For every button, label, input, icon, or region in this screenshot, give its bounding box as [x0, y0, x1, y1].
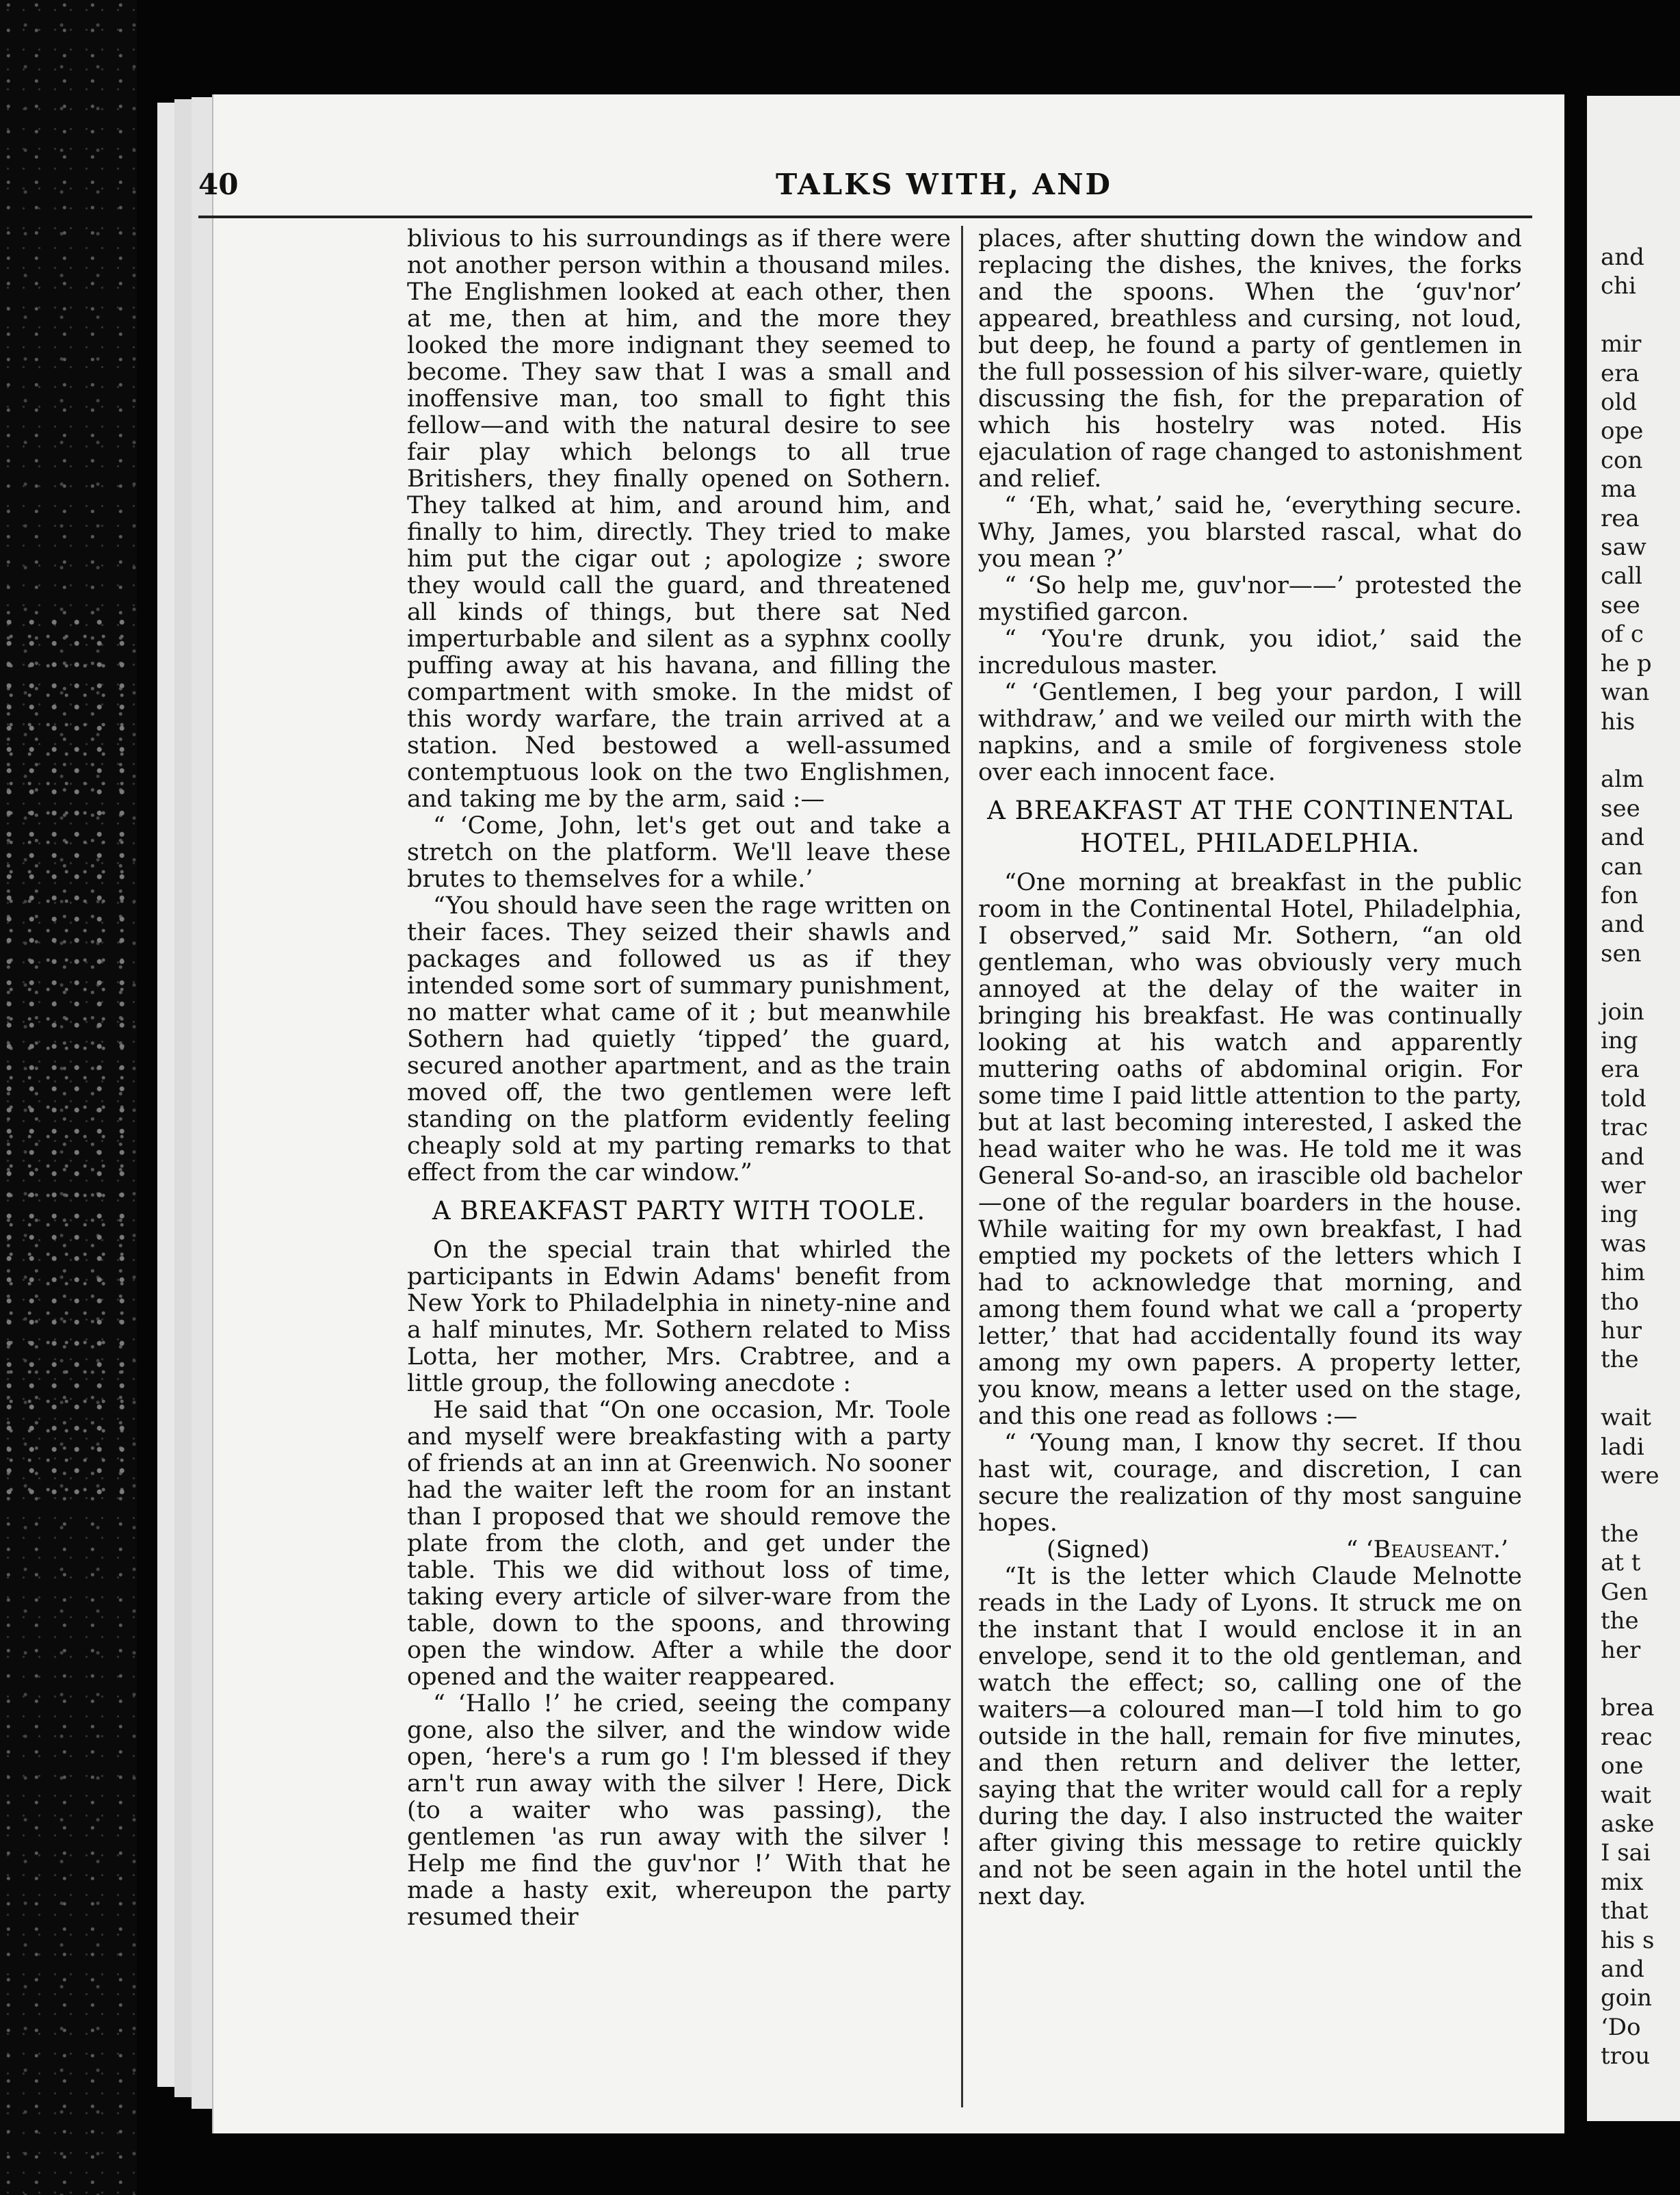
paragraph: places, after shutting down the window and replacing the dishes, the knives, the forks and the spoons. When the ‘guv'nor’ appeared, breathless and cursing, not loud, but deep, he found a party of gentlemen in the full possession of his silver-ware, quietly discussing the fish, for the preparation of which his hostelry was noted. His ejaculation of rage changed to astonishment and relief.	[978, 225, 1522, 493]
paragraph: “ ‘You're drunk, you idiot,’ said the incredulous master.	[978, 625, 1522, 679]
facing-page-text: and chi mir era old ope con ma rea saw call see of c he p wan his alm see and can fon and sen join ing era told trac and wer ing was him tho hur the wait ladi were the at t Gen the her brea reac one wait aske I sai mix that his s and goin ‘Do trou	[1601, 244, 1659, 2070]
paragraph: “ ‘So help me, guv'nor——’ protested the mystified garcon.	[978, 572, 1522, 626]
paragraph: “ ‘Hallo !’ he cried, seeing the company gone, also the silver, and the window wide open, ‘here's a rum go ! I'm blessed if they arn't run away with the silver ! Here, Dick (to a waiter who was passing), the gentlemen 'as run away with the silver ! Help me find the guv'nor !’ With that he made a hasty exit, whereupon the party resumed their	[407, 1690, 951, 1931]
signed-name: “ ‘Beauseant.’	[1346, 1536, 1508, 1563]
paragraph: “One morning at breakfast in the public room in the Continental Hotel, Philadelphia, I observed,” said Mr. Sothern, “an old gentleman, who was obviously very much annoyed at the delay of the waiter in bringing his breakfast. He was continually looking at his watch and apparently muttering oaths of abdominal origin. For some time I paid little attention to the party, but at last becoming interested, I asked the head waiter who he was. He told me it was General So-and-so, an irascible old bachelor—one of the regular boarders in the house. While waiting for my own breakfast, I had emptied my pockets of the letters which I had to acknowledge that morning, and among them found what we call a ‘property letter,’ that had accidentally found its way among my own papers. A property letter, you know, means a letter used on the stage, and this one read as follows :—	[978, 869, 1522, 1430]
paragraph: “ ‘Young man, I know thy secret. If thou hast wit, courage, and discretion, I can secure the realization of thy most sanguine hopes.	[978, 1429, 1522, 1537]
paragraph: “ ‘Gentlemen, I beg your pardon, I will withdraw,’ and we veiled our mirth with the napkins, and a smile of forgiveness stole over each innocent face.	[978, 679, 1522, 786]
scan-background-noise	[0, 616, 130, 1505]
running-title: TALKS WITH, AND	[776, 168, 1112, 201]
paragraph: “You should have seen the rage written on their faces. They seized their shawls and packages and followed us as if they intended some sort of summary punishment, no matter what came of it ; but meanwhile Sothern had quietly ‘tipped’ the guard, secured another apartment, and as the train moved off, the two gentlemen were left standing on the platform evidently feeling cheaply sold at my parting remarks to that effect from the car window.”	[407, 892, 951, 1186]
signature-line	[978, 1537, 1522, 1563]
column-divider	[961, 226, 963, 2107]
section-heading: A BREAKFAST AT THE CONTINENTAL HOTEL, PHILADELPHIA.	[987, 796, 1513, 858]
left-column	[407, 226, 951, 1931]
signed-label: (Signed)	[1047, 1536, 1150, 1563]
paragraph: blivious to his surroundings as if there were not another person within a thousand miles. The Englishmen looked at each other, then at me, then at him, and the more they looked the more indignant they seemed to become. They saw that I was a small and inoffensive man, too small to fight this fellow—and with the natural desire to see fair play which belongs to all true Britishers, they finally opened on Sothern. They talked at him, and around him, and finally to him, directly. They tried to make him put the cigar out ; apologize ; swore they would call the guard, and threatened all kinds of things, but there sat Ned imperturbable and silent as a syphnx coolly puffing away at his havana, and filling the compartment with smoke. In the midst of this wordy warfare, the train arrived at a station. Ned bestowed a well-assumed contemptuous look on the two Englishmen, and taking me by the arm, said :—	[407, 225, 951, 813]
paragraph: On the special train that whirled the participants in Edwin Adams' benefit from New York to Philadelphia in ninety-nine and a half minutes, Mr. Sothern related to Miss Lotta, her mother, Mrs. Crabtree, and a little group, the following anecdote :	[407, 1236, 951, 1397]
page-number: 40	[198, 168, 239, 201]
paragraph: “ ‘Come, John, let's get out and take a stretch on the platform. We'll leave these brutes to themselves for a while.’	[407, 812, 951, 893]
paragraph: He said that “On one occasion, Mr. Toole and myself were breakfasting with a party of friends at an inn at Greenwich. No sooner had the waiter left the room for an instant than I proposed that we should remove the plate from the cloth, and get under the table. This we did without loss of time, taking every article of silver-ware from the table, down to the spoons, and throwing open the window. After a while the door opened and the waiter reappeared.	[407, 1397, 951, 1691]
right-column	[978, 226, 1522, 1910]
section-heading: A BREAKFAST PARTY WITH TOOLE.	[432, 1196, 926, 1225]
book-spine	[1566, 68, 1587, 2142]
header-rule	[198, 216, 1532, 218]
paragraph: “ ‘Eh, what,’ said he, ‘everything secure. Why, James, you blarsted rascal, what do you mean ?’	[978, 492, 1522, 573]
facing-page	[1587, 96, 1680, 2121]
paragraph: “It is the letter which Claude Melnotte reads in the Lady of Lyons. It struck me on the instant that I would enclose it in an envelope, send it to the old gentleman, and watch the effect; so, calling one of the waiters—a coloured man—I told him to go outside in the hall, remain for five minutes, and then return and deliver the letter, saying that the writer would call for a reply during the day. I also instructed the waiter after giving this message to retire quickly and not be seen again in the hotel until the next day.	[978, 1563, 1522, 1910]
